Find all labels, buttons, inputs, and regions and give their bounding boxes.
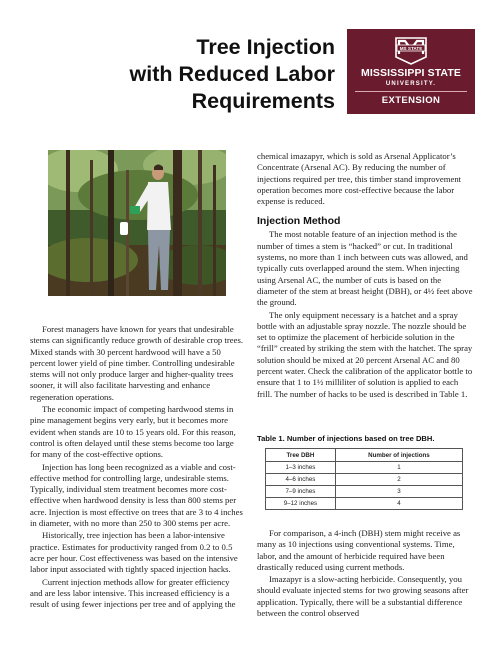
document-title [60,34,335,115]
section-heading: Injection Method [257,215,341,228]
logo-divider [355,91,467,92]
table-cell: 1 [335,462,462,474]
msu-seal-icon [394,35,428,66]
msu-extension-logo [347,29,475,114]
table-cell: 4–6 inches [266,474,336,486]
injection-table [265,448,463,510]
title-line-1: Tree Injection [196,35,335,59]
body-paragraph: Imazapyr is a slow-acting herbicide. Consequently, you should evaluate injected stems for two growing seasons after application. Typically, there will be a substantial difference between the control observed [257,574,469,619]
body-paragraph: The economic impact of competing hardwood stems in pine management begins very early, but it becomes more evident when stands are 10 to 15 years old. For this reason, control is often delayed until these stems become too large for many of the cost-effective options. [30,404,236,460]
body-paragraph: Injection has long been recognized as a viable and cost-effective method for controlling large, undesirable stems. Typically, individual stem treatment becomes more cost-effective when hardwood density is less than 800 stems per acre. Injection is most effective on trees that are 3 to 4 inches in diameter, with no more than 250 to 300 stems per acre. [30,461,243,529]
right-column-bottom [257,528,473,620]
seal-text: MS STATE [399,46,423,51]
logo-university: UNIVERSITY. [385,81,437,87]
body-paragraph: For comparison, a 4-inch (DBH) stem might receive as many as 10 injections using conventional systems. Time, labor, and the amount of herbicide required have been drastically reduced using current methods. [257,528,461,572]
table-row [266,474,463,486]
logo-name: MISSISSIPPI STATE [361,67,461,79]
body-paragraph: The most notable feature of an injection method is the number of times a stem is “hacked” or cut. In traditional systems, no more than 1 inch between cuts was allowed, and typically cuts overlapped around the stem. When injecting using Arsenal AC, the number of cuts is based on the diameter of the stem at breast height (DBH), or 4½ feet above the ground. [257,229,473,308]
table-header: Number of injections [335,449,462,462]
table-row [266,498,463,510]
continued-paragraph: chemical imazapyr, which is sold as Arsenal Applicator’s Concentrate (Arsenal AC). By reducing the number of injections required per tree, this timber stand improvement operation becomes more cost-effective because the labor expense is reduced. [257,151,462,207]
table-cell: 9–12 inches [266,498,336,510]
logo-extension: EXTENSION [381,95,441,106]
right-column-top [257,151,473,401]
table-row [266,486,463,498]
table-cell: 3 [335,486,462,498]
left-column [30,324,244,611]
title-line-2: with Reduced Labor [129,62,335,86]
table-cell: 1–3 inches [266,462,336,474]
table-header: Tree DBH [266,449,336,462]
body-paragraph: Current injection methods allow for greater efficiency and are less labor intensive. This increased efficiency is a result of using fewer injections per tree and of applying the [30,576,236,610]
field-photo [48,150,226,296]
table-row [266,462,463,474]
table-caption: Table 1. Number of injections based on tree DBH. [257,434,435,443]
table-cell: 2 [335,474,462,486]
body-paragraph: The only equipment necessary is a hatchet and a spray bottle with an adjustable spray nozzle. The nozzle should be set to optimize the placement of herbicide solution in the “frill” created by striking the stem with the hatchet. The spray solution should be mixed at 20 percent Arsenal AC and 80 percent water. Check the calibration of the applicator bottle to ensure that 1 to 1½ milliliter of solution is applied to each frill. The number of hacks to be used is described in Table 1. [257,309,473,399]
body-paragraph: Forest managers have known for years that undesirable stems can significantly reduce growth of desirable crop trees. Mixed stands with 30 percent hardwood will have a 50 percent lower yield of pine timber. Controlling undesirable stems will not only produce larger and higher-quality trees sooner, it will also facilitate harvesting and enhance regeneration operations. [30,324,244,402]
body-paragraph: Historically, tree injection has been a labor-intensive practice. Estimates for productivity ranged from 0.2 to 0.5 acre per hour. Cost effectiveness was based on the intensive labor input associated with tightly spaced injection hacks. [30,530,238,575]
table-cell: 4 [335,498,462,510]
table-cell: 7–9 inches [266,486,336,498]
title-line-3: Requirements [191,89,335,113]
